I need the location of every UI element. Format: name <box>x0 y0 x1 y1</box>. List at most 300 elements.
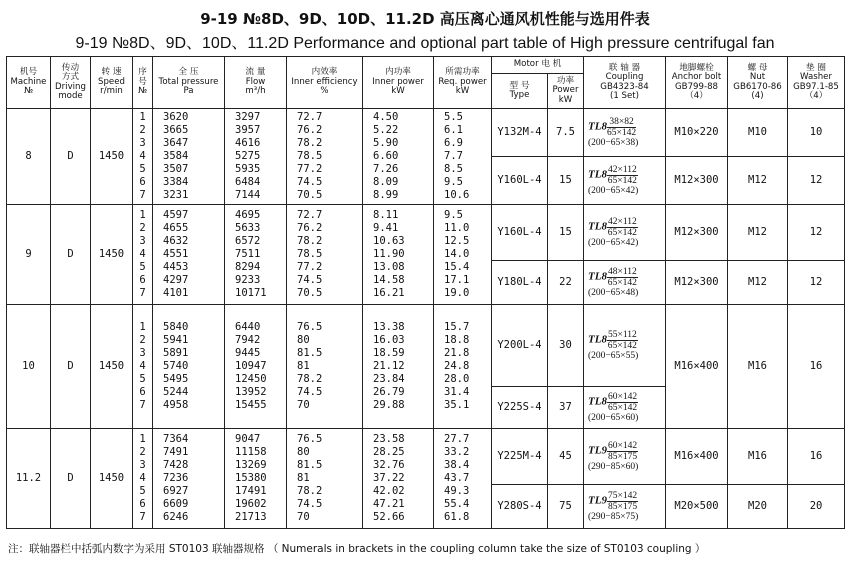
header-req-power: 所需功率 Req. power kW <box>434 57 492 109</box>
col-flow <box>225 109 287 205</box>
cell-value: 3 <box>139 235 146 247</box>
cell-value: 5275 <box>235 150 261 162</box>
footnote: 注：联轴器栏中括弧内数字为采用 ST0103 联轴器规格 （ Numerals in brackets in the coupling column take the size of ST0103 coupling ） <box>8 543 706 555</box>
cell-value: 7144 <box>235 189 261 201</box>
col-drive: D <box>51 205 91 305</box>
cell-value: 31.4 <box>444 386 470 398</box>
cell-value: 47.21 <box>373 498 405 510</box>
motor-power: 15 <box>548 205 584 261</box>
col-efficiency <box>287 205 363 305</box>
cell-value: 12450 <box>235 373 267 385</box>
cell-value: 76.5 <box>297 321 323 333</box>
cell-value: 38.4 <box>444 459 470 471</box>
cell-value: 17491 <box>235 485 267 497</box>
col-seq <box>133 305 153 429</box>
header-flow: 流 量 Flow m³/h <box>225 57 287 109</box>
cell-value: 13952 <box>235 386 267 398</box>
col-inner-power <box>363 205 434 305</box>
coupling-note: (200−65×48) <box>588 288 639 298</box>
cell-value: 32.76 <box>373 459 405 471</box>
cell-value: 27.7 <box>444 433 470 445</box>
cell-value: 70.5 <box>297 287 323 299</box>
cell-value: 19602 <box>235 498 267 510</box>
cell-value: 3 <box>139 459 146 471</box>
cell-value: 7.26 <box>373 163 399 175</box>
cell-value: 52.66 <box>373 511 405 523</box>
cell-value: 81 <box>297 472 310 484</box>
nut: M12 <box>728 261 788 305</box>
cell-value: 21713 <box>235 511 267 523</box>
header-motor-type: 型 号 Type <box>492 74 548 109</box>
cell-value: 5740 <box>163 360 189 372</box>
anchor-bolt: M12×300 <box>666 205 728 261</box>
col-machine: 10 <box>7 305 51 429</box>
coupling-code: TL8 <box>588 168 607 181</box>
col-pressure <box>153 305 225 429</box>
cell-value: 28.25 <box>373 446 405 458</box>
table-row <box>7 305 845 387</box>
cell-value: 14.58 <box>373 274 405 286</box>
motor-power: 30 <box>548 305 584 387</box>
cell-value: 3647 <box>163 137 189 149</box>
cell-value: 7942 <box>235 334 261 346</box>
cell-value: 16.21 <box>373 287 405 299</box>
coupling-fraction <box>607 330 638 351</box>
header-inner-efficiency: 内效率 Inner efficiency % <box>287 57 363 109</box>
cell-value: 18.8 <box>444 334 470 346</box>
cell-value: 7.7 <box>444 150 463 162</box>
cell-value: 3507 <box>163 163 189 175</box>
coupling-bottom: 65×142 <box>607 228 637 238</box>
motor-power: 7.5 <box>548 109 584 157</box>
cell-value: 8.5 <box>444 163 463 175</box>
col-req-power <box>434 305 492 429</box>
title-english: 9-19 №8D、9D、10D、11.2D Performance and optional part table of High pressure centrifugal fan <box>75 35 775 52</box>
cell-value: 2 <box>139 446 146 458</box>
col-speed: 1450 <box>91 109 133 205</box>
cell-value: 11.90 <box>373 248 405 260</box>
coupling-fraction <box>607 441 638 462</box>
motor-power: 45 <box>548 429 584 485</box>
coupling-fraction <box>607 117 636 138</box>
cell-value: 76.2 <box>297 222 323 234</box>
coupling-top: 42×112 <box>607 165 637 175</box>
coupling-note: (290−85×60) <box>588 462 639 472</box>
coupling-top: 38×82 <box>607 117 636 128</box>
header-speed: 转 速 Speed r/min <box>91 57 133 109</box>
cell-value: 81.5 <box>297 347 323 359</box>
col-req-power <box>434 205 492 305</box>
cell-value: 3957 <box>235 124 261 136</box>
header-row-1 <box>7 57 845 74</box>
cell-value: 13.08 <box>373 261 405 273</box>
washer: 12 <box>788 205 845 261</box>
coupling-fraction <box>607 165 638 186</box>
cell-value: 6 <box>139 176 146 188</box>
col-seq <box>133 205 153 305</box>
motor-type: Y280S-4 <box>492 485 548 529</box>
cell-value: 70.5 <box>297 189 323 201</box>
header-pressure: 全 压 Total pressure Pa <box>153 57 225 109</box>
cell-value: 23.84 <box>373 373 405 385</box>
cell-value: 6572 <box>235 235 261 247</box>
cell-value: 24.8 <box>444 360 470 372</box>
cell-value: 6.1 <box>444 124 463 136</box>
cell-value: 74.5 <box>297 176 323 188</box>
motor-type: Y200L-4 <box>492 305 548 387</box>
cell-value: 4597 <box>163 209 189 221</box>
motor-type: Y225M-4 <box>492 429 548 485</box>
cell-value: 42.02 <box>373 485 405 497</box>
cell-value: 6 <box>139 386 146 398</box>
cell-value: 6.60 <box>373 150 399 162</box>
anchor-bolt: M10×220 <box>666 109 728 157</box>
title-chinese: 9-19 №8D、9D、10D、11.2D 高压离心通风机性能与选用件表 <box>200 10 650 28</box>
col-speed: 1450 <box>91 429 133 529</box>
col-drive: D <box>51 109 91 205</box>
cell-value: 8294 <box>235 261 261 273</box>
cell-value: 5.5 <box>444 111 463 123</box>
motor-power: 22 <box>548 261 584 305</box>
col-machine: 11.2 <box>7 429 51 529</box>
cell-value: 1 <box>139 209 146 221</box>
cell-value: 76.5 <box>297 433 323 445</box>
coupling-note: (200−65×60) <box>588 413 639 423</box>
cell-value: 9445 <box>235 347 261 359</box>
header-drive: 传动 方式 Driving mode <box>51 57 91 109</box>
header-motor-power: 功率 Power kW <box>548 74 584 109</box>
cell-value: 37.22 <box>373 472 405 484</box>
cell-value: 5 <box>139 373 146 385</box>
cell-value: 10947 <box>235 360 267 372</box>
coupling-top: 75×142 <box>607 491 638 501</box>
coupling-fraction <box>607 267 638 288</box>
washer: 12 <box>788 261 845 305</box>
cell-value: 7 <box>139 189 146 201</box>
cell-value: 11.0 <box>444 222 470 234</box>
motor-power: 37 <box>548 387 584 429</box>
cell-value: 5.22 <box>373 124 399 136</box>
coupling-bottom: 85×175 <box>607 452 638 462</box>
cell-value: 12.5 <box>444 235 470 247</box>
cell-value: 77.2 <box>297 261 323 273</box>
coupling-cell <box>584 429 666 485</box>
cell-value: 78.5 <box>297 150 323 162</box>
anchor-bolt: M20×500 <box>666 485 728 529</box>
cell-value: 70 <box>297 511 310 523</box>
motor-power: 15 <box>548 157 584 205</box>
col-inner-power <box>363 429 434 529</box>
coupling-bottom: 65×142 <box>607 176 637 186</box>
coupling-bottom: 65×142 <box>607 278 637 288</box>
col-inner-power <box>363 109 434 205</box>
coupling-code: TL8 <box>588 270 607 283</box>
col-drive: D <box>51 305 91 429</box>
cell-value: 11158 <box>235 446 267 458</box>
coupling-bottom: 65×142 <box>606 128 637 138</box>
coupling-cell <box>584 485 666 529</box>
cell-value: 5244 <box>163 386 189 398</box>
anchor-bolt: M16×400 <box>666 305 728 429</box>
cell-value: 8.99 <box>373 189 399 201</box>
cell-value: 6927 <box>163 485 189 497</box>
cell-value: 19.0 <box>444 287 470 299</box>
cell-value: 72.7 <box>297 209 323 221</box>
cell-value: 2 <box>139 222 146 234</box>
header-machine: 机号 Machine № <box>7 57 51 109</box>
cell-value: 35.1 <box>444 399 470 411</box>
col-pressure <box>153 429 225 529</box>
cell-value: 18.59 <box>373 347 405 359</box>
col-req-power <box>434 109 492 205</box>
cell-value: 7491 <box>163 446 189 458</box>
coupling-top: 60×142 <box>607 392 638 402</box>
cell-value: 81.5 <box>297 459 323 471</box>
cell-value: 4453 <box>163 261 189 273</box>
anchor-bolt: M16×400 <box>666 429 728 485</box>
cell-value: 43.7 <box>444 472 470 484</box>
cell-value: 4 <box>139 360 146 372</box>
cell-value: 4958 <box>163 399 189 411</box>
cell-value: 8.11 <box>373 209 399 221</box>
performance-table <box>6 56 845 529</box>
col-speed: 1450 <box>91 205 133 305</box>
coupling-note: (200−65×38) <box>588 138 639 148</box>
washer: 10 <box>788 109 845 157</box>
cell-value: 3 <box>139 347 146 359</box>
nut: M10 <box>728 109 788 157</box>
cell-value: 4 <box>139 150 146 162</box>
cell-value: 74.5 <box>297 274 323 286</box>
col-seq <box>133 429 153 529</box>
cell-value: 6 <box>139 274 146 286</box>
coupling-cell <box>584 261 666 305</box>
cell-value: 6246 <box>163 511 189 523</box>
cell-value: 13.38 <box>373 321 405 333</box>
cell-value: 72.7 <box>297 111 323 123</box>
cell-value: 70 <box>297 399 310 411</box>
nut: M16 <box>728 429 788 485</box>
coupling-cell <box>584 305 666 387</box>
cell-value: 77.2 <box>297 163 323 175</box>
cell-value: 4 <box>139 472 146 484</box>
cell-value: 78.2 <box>297 235 323 247</box>
cell-value: 2 <box>139 334 146 346</box>
cell-value: 8.09 <box>373 176 399 188</box>
cell-value: 1 <box>139 111 146 123</box>
cell-value: 4 <box>139 248 146 260</box>
cell-value: 3384 <box>163 176 189 188</box>
col-pressure <box>153 205 225 305</box>
header-inner-power: 内功率 Inner power kW <box>363 57 434 109</box>
washer: 16 <box>788 429 845 485</box>
coupling-top: 42×112 <box>607 217 637 227</box>
cell-value: 15455 <box>235 399 267 411</box>
coupling-code: TL9 <box>588 494 607 507</box>
cell-value: 6440 <box>235 321 261 333</box>
header-nut: 螺 母 Nut GB6170-86 (4) <box>728 57 788 109</box>
cell-value: 7428 <box>163 459 189 471</box>
cell-value: 80 <box>297 334 310 346</box>
cell-value: 4632 <box>163 235 189 247</box>
coupling-cell <box>584 157 666 205</box>
coupling-top: 60×142 <box>607 441 638 451</box>
cell-value: 4551 <box>163 248 189 260</box>
cell-value: 5 <box>139 261 146 273</box>
cell-value: 78.2 <box>297 485 323 497</box>
coupling-cell <box>584 109 666 157</box>
nut: M16 <box>728 305 788 429</box>
cell-value: 17.1 <box>444 274 470 286</box>
cell-value: 7 <box>139 511 146 523</box>
coupling-code: TL8 <box>588 220 607 233</box>
coupling-fraction <box>607 217 638 238</box>
anchor-bolt: M12×300 <box>666 157 728 205</box>
coupling-bottom: 65×142 <box>607 403 638 413</box>
cell-value: 4297 <box>163 274 189 286</box>
cell-value: 76.2 <box>297 124 323 136</box>
cell-value: 7 <box>139 399 146 411</box>
cell-value: 55.4 <box>444 498 470 510</box>
cell-value: 78.2 <box>297 137 323 149</box>
coupling-note: (200−65×42) <box>588 186 639 196</box>
cell-value: 23.58 <box>373 433 405 445</box>
coupling-bottom: 85×175 <box>607 502 638 512</box>
col-efficiency <box>287 305 363 429</box>
cell-value: 4616 <box>235 137 261 149</box>
cell-value: 9.5 <box>444 176 463 188</box>
cell-value: 16.03 <box>373 334 405 346</box>
cell-value: 10.6 <box>444 189 470 201</box>
cell-value: 9047 <box>235 433 261 445</box>
cell-value: 3231 <box>163 189 189 201</box>
cell-value: 4.50 <box>373 111 399 123</box>
cell-value: 5840 <box>163 321 189 333</box>
cell-value: 10171 <box>235 287 267 299</box>
motor-type: Y160L-4 <box>492 205 548 261</box>
cell-value: 74.5 <box>297 498 323 510</box>
cell-value: 5941 <box>163 334 189 346</box>
nut: M20 <box>728 485 788 529</box>
table-row <box>7 205 845 261</box>
anchor-bolt: M12×300 <box>666 261 728 305</box>
cell-value: 5891 <box>163 347 189 359</box>
cell-value: 14.0 <box>444 248 470 260</box>
cell-value: 33.2 <box>444 446 470 458</box>
cell-value: 61.8 <box>444 511 470 523</box>
cell-value: 6 <box>139 498 146 510</box>
cell-value: 6484 <box>235 176 261 188</box>
cell-value: 1 <box>139 433 146 445</box>
cell-value: 3620 <box>163 111 189 123</box>
cell-value: 21.12 <box>373 360 405 372</box>
cell-value: 13269 <box>235 459 267 471</box>
cell-value: 78.2 <box>297 373 323 385</box>
cell-value: 9.5 <box>444 209 463 221</box>
col-efficiency <box>287 109 363 205</box>
motor-type: Y225S-4 <box>492 387 548 429</box>
header-washer: 垫 圈 Washer GB97.1-85 （4） <box>788 57 845 109</box>
washer: 16 <box>788 305 845 429</box>
col-machine: 9 <box>7 205 51 305</box>
cell-value: 9233 <box>235 274 261 286</box>
cell-value: 21.8 <box>444 347 470 359</box>
col-pressure <box>153 109 225 205</box>
washer: 12 <box>788 157 845 205</box>
coupling-fraction <box>607 392 638 413</box>
cell-value: 15.7 <box>444 321 470 333</box>
coupling-top: 55×112 <box>607 330 637 340</box>
motor-power: 75 <box>548 485 584 529</box>
col-machine: 8 <box>7 109 51 205</box>
cell-value: 5935 <box>235 163 261 175</box>
cell-value: 26.79 <box>373 386 405 398</box>
cell-value: 7511 <box>235 248 261 260</box>
cell-value: 74.5 <box>297 386 323 398</box>
cell-value: 29.88 <box>373 399 405 411</box>
col-inner-power <box>363 305 434 429</box>
cell-value: 3584 <box>163 150 189 162</box>
header-seq: 序 号 № <box>133 57 153 109</box>
coupling-cell <box>584 205 666 261</box>
coupling-code: TL9 <box>588 444 607 457</box>
col-req-power <box>434 429 492 529</box>
table-body <box>7 109 845 529</box>
coupling-fraction <box>607 491 638 512</box>
nut: M12 <box>728 205 788 261</box>
cell-value: 6609 <box>163 498 189 510</box>
coupling-note: (290−85×75) <box>588 512 639 522</box>
cell-value: 2 <box>139 124 146 136</box>
coupling-code: TL8 <box>588 395 607 408</box>
cell-value: 15380 <box>235 472 267 484</box>
motor-type: Y180L-4 <box>492 261 548 305</box>
col-flow <box>225 429 287 529</box>
cell-value: 5.90 <box>373 137 399 149</box>
cell-value: 3665 <box>163 124 189 136</box>
cell-value: 7364 <box>163 433 189 445</box>
table-row <box>7 429 845 485</box>
cell-value: 4101 <box>163 287 189 299</box>
col-flow <box>225 305 287 429</box>
motor-type: Y132M-4 <box>492 109 548 157</box>
cell-value: 81 <box>297 360 310 372</box>
col-drive: D <box>51 429 91 529</box>
cell-value: 78.5 <box>297 248 323 260</box>
header-anchor-bolt: 地脚螺栓 Anchor bolt GB799-88 （4） <box>666 57 728 109</box>
col-efficiency <box>287 429 363 529</box>
header-coupling: 联 轴 器 Coupling GB4323-84 (1 Set) <box>584 57 666 109</box>
cell-value: 4655 <box>163 222 189 234</box>
cell-value: 3 <box>139 137 146 149</box>
header-motor: Motor 电 机 <box>492 57 584 74</box>
coupling-note: (200−65×55) <box>588 351 639 361</box>
motor-type: Y160L-4 <box>492 157 548 205</box>
col-flow <box>225 205 287 305</box>
cell-value: 10.63 <box>373 235 405 247</box>
cell-value: 28.0 <box>444 373 470 385</box>
col-speed: 1450 <box>91 305 133 429</box>
table-row <box>7 109 845 157</box>
cell-value: 7 <box>139 287 146 299</box>
coupling-code: TL8 <box>588 333 607 346</box>
coupling-top: 48×112 <box>607 267 637 277</box>
cell-value: 9.41 <box>373 222 399 234</box>
cell-value: 5633 <box>235 222 261 234</box>
col-seq <box>133 109 153 205</box>
cell-value: 5 <box>139 485 146 497</box>
washer: 20 <box>788 485 845 529</box>
